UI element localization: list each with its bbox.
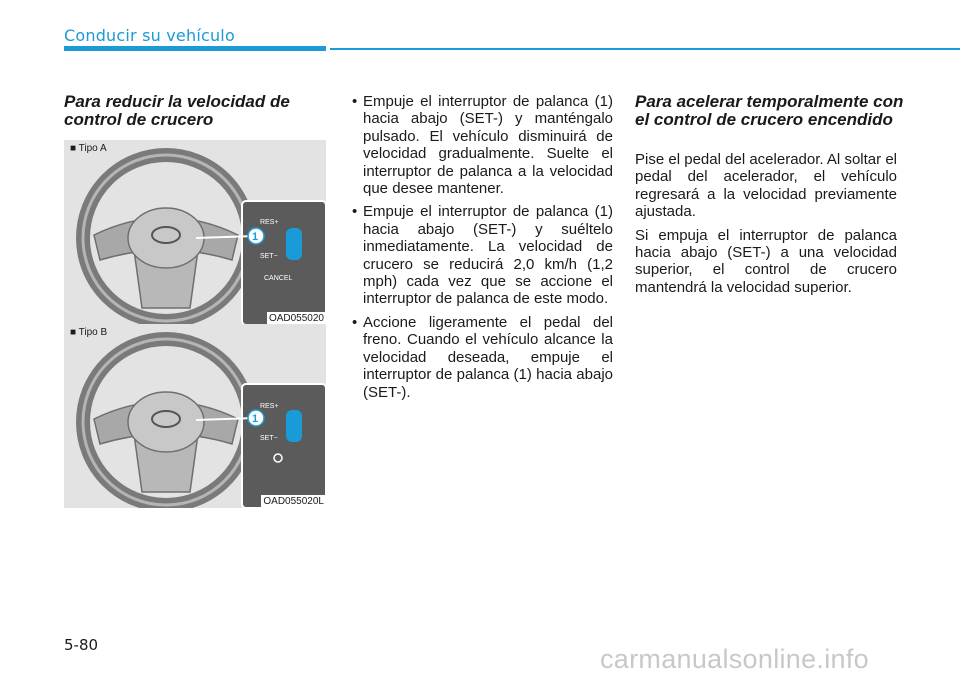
- callout-number: 1: [252, 413, 259, 425]
- lever-switch-highlight: [286, 410, 302, 442]
- steering-wheel: [83, 339, 249, 505]
- list-item: • Empuje el interruptor de palanca (1) hacia abajo (SET-) y suéltelo inmediatamente. La velocidad de crucero se reducirá 2,0 km/h (1,2 mph) cada vez que se accione el interruptor de palanca de este modo.: [352, 203, 613, 308]
- paragraph: Si empuja el interruptor de palanca hacia abajo (SET-) a una velocidad superior, el control de crucero mantendrá la velocidad superior.: [635, 226, 897, 296]
- header-rule-thick: [64, 46, 326, 51]
- list-item: • Empuje el interruptor de palanca (1) hacia abajo (SET-) y manténgalo pulsado. El vehículo disminuirá de velocidad gradualmente. Suelte el interruptor de palanca a la velocidad que desee mantener.: [352, 93, 613, 198]
- page-number: 5-80: [64, 636, 99, 654]
- paragraph: Pise el pedal del acelerador. Al soltar el pedal del acelerador, el vehículo regresará a la velocidad previamente ajustada.: [635, 151, 897, 221]
- steering-wheel-illustration-b: [64, 324, 326, 508]
- steering-wheel-illustration-a: [64, 140, 326, 325]
- right-body: [635, 151, 897, 302]
- switch-label-res: RES+: [260, 403, 279, 410]
- figure-type-b: [64, 324, 326, 508]
- figure-type-a: [64, 140, 326, 325]
- switch-panel-inset: [242, 384, 326, 508]
- figure-label: ■ Tipo B: [70, 327, 108, 338]
- switch-label-set: SET−: [260, 435, 278, 442]
- callout-number: 1: [252, 231, 259, 243]
- switch-label-res: RES+: [260, 219, 279, 226]
- switch-panel-inset: [242, 201, 326, 325]
- switch-label-set: SET−: [260, 253, 278, 260]
- bullet-dot-icon: •: [352, 203, 358, 221]
- bullet-dot-icon: •: [352, 313, 358, 331]
- section-title: Conducir su vehículo: [64, 26, 235, 45]
- figure-code: OAD055020: [268, 313, 324, 324]
- switch-label-cancel: CANCEL: [264, 275, 293, 282]
- lever-switch-highlight: [286, 228, 302, 260]
- header-rule-thin: [330, 48, 960, 50]
- left-section-title: Para reducir la velocidad de control de crucero: [64, 92, 290, 129]
- watermark: carmanualsonline.info: [600, 644, 869, 674]
- list-item: • Accione ligeramente el pedal del freno. Cuando el vehículo alcance la velocidad deseada, empuje el interruptor de palanca (1) hacia abajo (SET-).: [352, 313, 613, 401]
- bullet-list: [352, 93, 613, 407]
- right-section-title: Para acelerar temporalmente con el control de crucero encendido: [635, 92, 904, 129]
- bullet-dot-icon: •: [352, 93, 358, 110]
- figure-code: OAD055020L: [263, 496, 324, 507]
- figure-label: ■ Tipo A: [70, 143, 107, 154]
